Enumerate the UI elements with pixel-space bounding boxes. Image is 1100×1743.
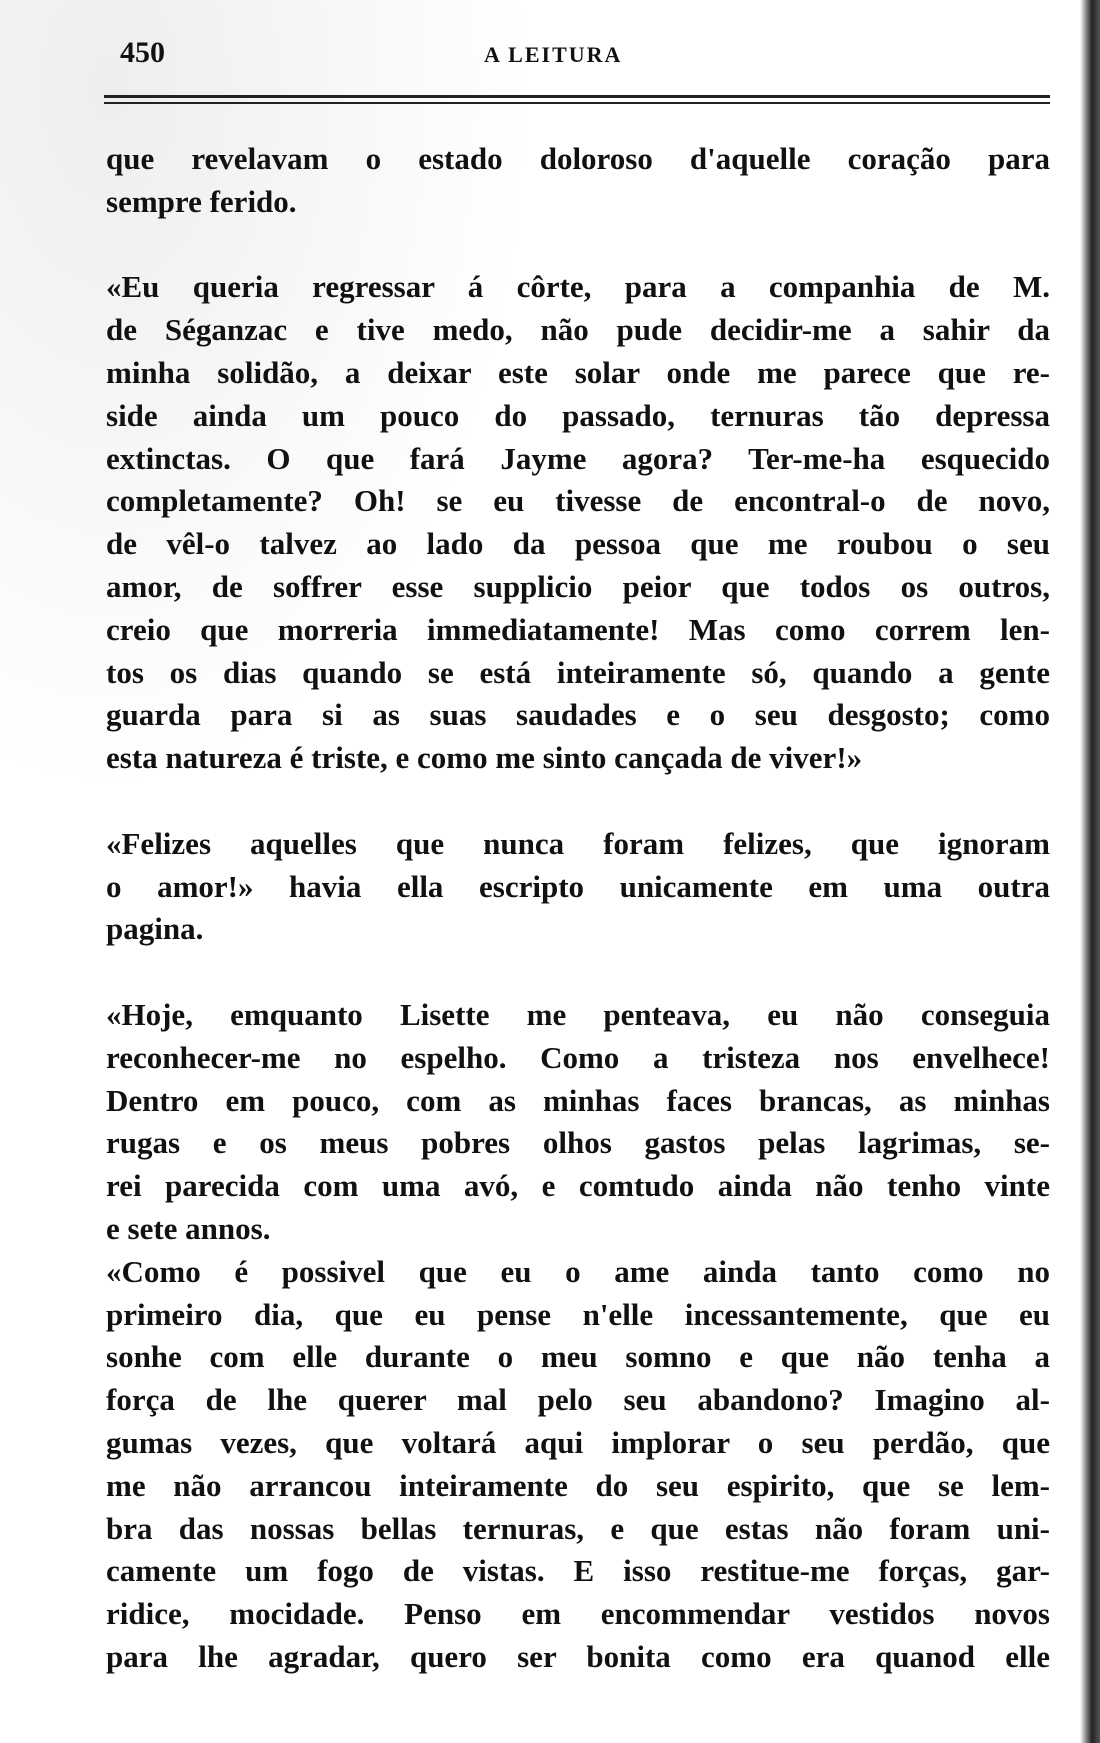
paragraph [106,823,1050,951]
page-header [120,36,1050,76]
header-rule-bottom [104,102,1050,104]
text-line: minha solidão, a deixar este solar onde me parece que re- [106,354,1050,390]
paragraph [106,994,1050,1251]
paragraph-gap [106,951,1050,994]
text-line: esta natureza é triste, e como me sinto cançada de viver!» [106,740,863,776]
paragraph [106,1251,1050,1679]
text-line: extinctas. O que fará Jayme agora? Ter-me-ha esquecido [106,440,1050,476]
text-line: que revelavam o estado doloroso d'aquelle coração para [106,141,1050,176]
text-line: e sete annos. [106,1210,271,1246]
header-rule-top [104,95,1050,98]
text-line: pagina. [106,911,204,947]
text-line: bra das nossas bellas ternuras, e que estas não foram uni- [106,1510,1050,1546]
paragraph [106,266,1050,780]
text-line: reconhecer-me no espelho. Como a tristeza nos envelhece! [106,1039,1050,1075]
text-line: «Como é possivel que eu o ame ainda tanto como no [106,1253,1050,1289]
page-number: 450 [120,36,165,69]
text-line: me não arrancou inteiramente do seu espirito, que se lem- [106,1467,1050,1503]
scan-edge [1080,0,1100,1743]
text-line: Dentro em pouco, com as minhas faces brancas, as minhas [106,1082,1050,1118]
running-title: A LEITURA [484,42,623,67]
text-line: primeiro dia, que eu pense n'elle incessantemente, que eu [106,1296,1050,1332]
text-line: de vêl-o talvez ao lado da pessoa que me roubou o seu [106,526,1050,562]
paragraph-gap [106,224,1050,267]
text-line: de Séganzac e tive medo, não pude decidir-me a sahir da [106,312,1050,348]
paragraph [106,138,1050,224]
text-line: força de lhe querer mal pelo seu abandono? Imagino al- [106,1382,1050,1418]
text-line: gumas vezes, que voltará aqui implorar o seu perdão, que [106,1424,1050,1460]
text-line: creio que morreria immediatamente! Mas como correm len- [106,611,1050,647]
text-line: tos os dias quando se está inteiramente só, quando a gente [106,654,1050,690]
text-line: sonhe com elle durante o meu somno e que não tenha a [106,1339,1050,1375]
text-line: camente um fogo de vistas. E isso restitue-me forças, gar- [106,1553,1050,1589]
text-line: rugas e os meus pobres olhos gastos pelas lagrimas, se- [106,1125,1050,1161]
text-line: «Eu queria regressar á côrte, para a companhia de M. [106,269,1050,305]
text-line: o amor!» havia ella escripto unicamente em uma outra [106,868,1050,904]
text-line: guarda para si as suas saudades e o seu desgosto; como [106,697,1050,733]
text-line: amor, de soffrer esse supplicio peior que todos os outros, [106,568,1050,604]
page-body [106,138,1050,1679]
text-line: side ainda um pouco do passado, ternuras tão depressa [106,397,1050,433]
text-line: «Felizes aquelles que nunca foram felizes, que ignoram [106,825,1050,861]
text-line: sempre ferido. [106,183,297,219]
text-line: para lhe agradar, quero ser bonita como era quanod elle [106,1638,1050,1674]
text-line: rei parecida com uma avó, e comtudo ainda não tenho vinte [106,1168,1050,1204]
text-line: «Hoje, emquanto Lisette me penteava, eu não conseguia [106,996,1050,1032]
text-line: ridice, mocidade. Penso em encommendar vestidos novos [106,1596,1050,1632]
paragraph-gap [106,780,1050,823]
text-line: completamente? Oh! se eu tivesse de encontral-o de novo, [106,483,1050,519]
